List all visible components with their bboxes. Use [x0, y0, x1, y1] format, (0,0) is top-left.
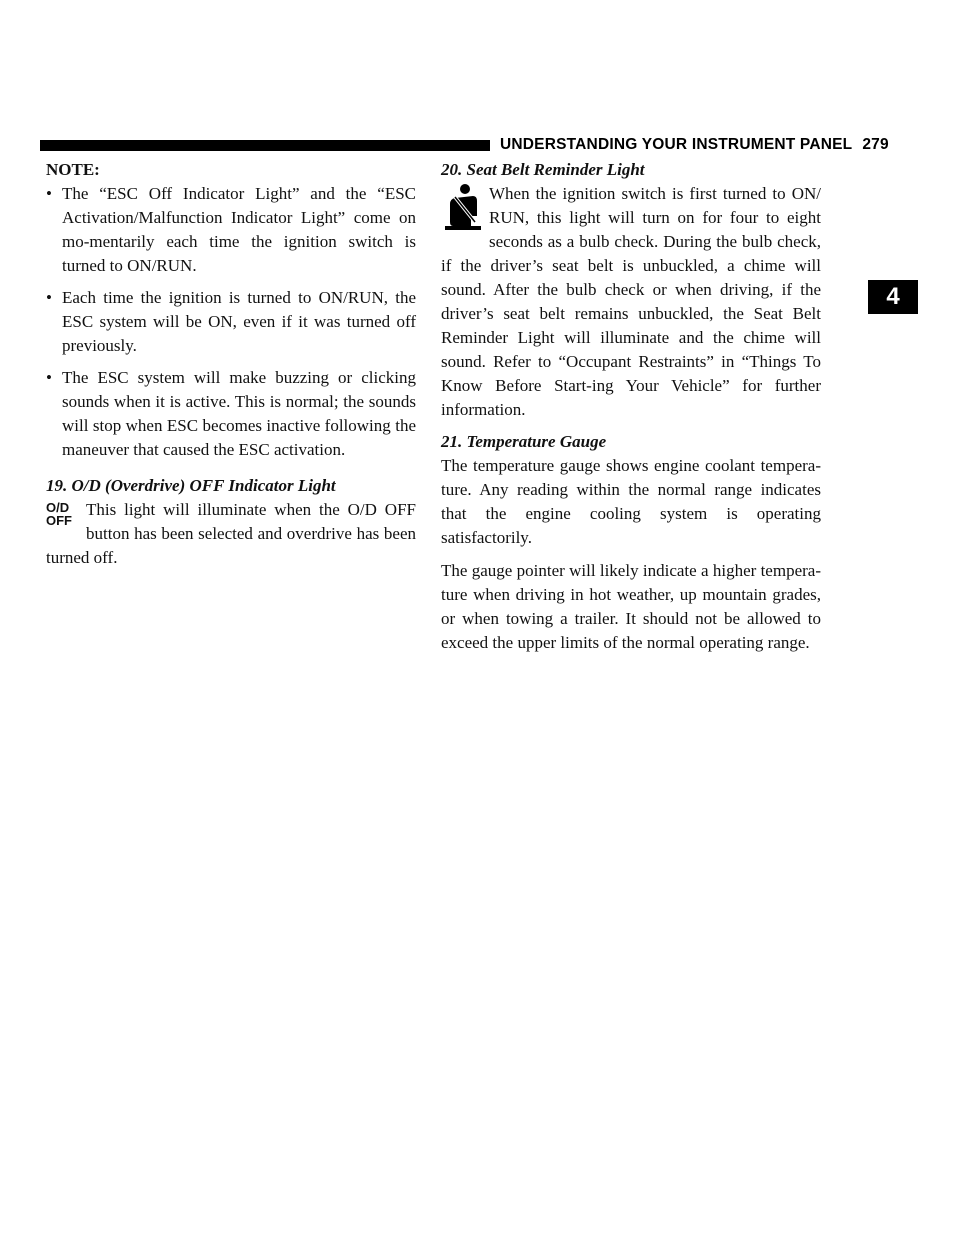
- page-number: 279: [862, 136, 889, 153]
- section-heading-20: 20. Seat Belt Reminder Light: [441, 160, 645, 179]
- section-text-21b: The gauge pointer will likely indicate a higher tempera-ture when driving in hot weather, up mountain grades, or when towing a trailer. It should not be allowed to exceed the upper limits of the normal operating range.: [441, 561, 821, 652]
- list-item: [46, 286, 416, 358]
- bullet-text: Each time the ignition is turned to ON/RUN, the ESC system will be ON, even if it was turned off previously.: [62, 288, 416, 355]
- note-label: NOTE:: [46, 160, 100, 179]
- section-body-19: [46, 498, 416, 570]
- seat-belt-icon: [441, 182, 489, 234]
- bullet-text: The ESC system will make buzzing or clicking sounds when it is active. This is normal; the sounds will stop when ESC becomes inactive following the maneuver that caused the ESC activation.: [62, 368, 416, 459]
- section-text-21a: The temperature gauge shows engine coolant tempera-ture. Any reading within the normal range indicates that the engine cooling system is operating satisfactorily.: [441, 456, 821, 547]
- running-header: [500, 136, 889, 154]
- bullet-icon: •: [46, 288, 52, 307]
- list-item: [46, 182, 416, 278]
- section-body-20: [441, 182, 821, 422]
- right-column: [441, 158, 821, 655]
- section-heading-19: 19. O/D (Overdrive) OFF Indicator Light: [46, 476, 336, 495]
- bullet-text: The “ESC Off Indicator Light” and the “ESC Activation/Malfunction Indicator Light” come on mo-mentarily each time the ignition switch is turned to ON/RUN.: [62, 184, 416, 275]
- section-text-19: This light will illuminate when the O/D OFF button has been selected and overdrive has been turned off.: [46, 500, 416, 567]
- overdrive-off-icon: O/D OFF: [46, 500, 72, 528]
- section-heading-21: 21. Temperature Gauge: [441, 432, 607, 451]
- chapter-tab: 4: [868, 280, 918, 314]
- section-text-20: When the ignition switch is first turned to ON/ RUN, this light will turn on for four to eight seconds as a bulb check. During the bulb check, if the driver’s seat belt is unbuckled, a chime will sound. After the bulb check or when driving, if the driver’s seat belt remains unbuckled, the Seat Belt Reminder Light will illuminate and the chime will sound. Refer to “Occupant Restraints” in “Things To Know Before Start-ing Your Vehicle” for further information.: [441, 184, 821, 419]
- bullet-icon: •: [46, 184, 52, 203]
- header-title: UNDERSTANDING YOUR INSTRUMENT PANEL: [500, 136, 853, 153]
- bullet-icon: •: [46, 368, 52, 387]
- left-column: [46, 158, 416, 570]
- list-item: [46, 366, 416, 462]
- header-rule: [40, 140, 490, 151]
